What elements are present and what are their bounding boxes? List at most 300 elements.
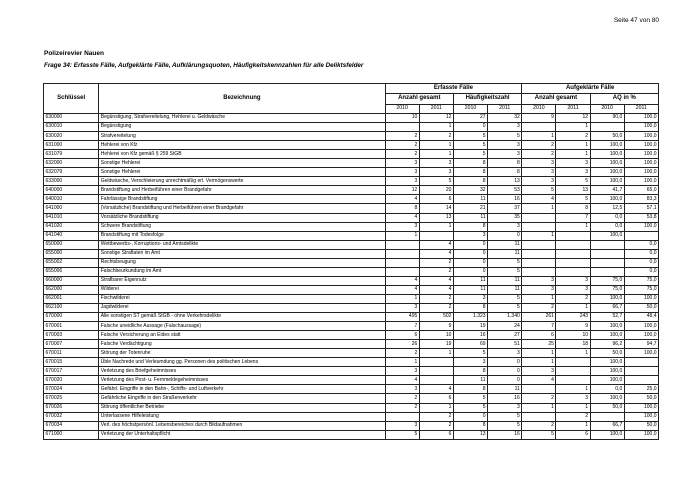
solved-2011-cell [556, 249, 590, 258]
solve-rate-2010-cell: 100,0 [590, 367, 624, 376]
key-cell: 633000 [44, 177, 99, 186]
key-cell: 670024 [44, 385, 99, 394]
key-cell: 671000 [44, 430, 99, 439]
table-row [44, 213, 659, 222]
description-cell: Strafbarer Eigennutz [99, 276, 385, 285]
frequency-2010-cell: 0 [453, 267, 487, 276]
frequency-2011-cell: 3 [488, 141, 522, 150]
solve-rate-2010-cell: 100,0 [590, 150, 624, 159]
solved-2011-cell [556, 240, 590, 249]
recorded-2011-cell: 9 [419, 322, 453, 331]
solved-2011-cell: 1 [556, 349, 590, 358]
frequency-2010-cell: 8 [453, 303, 487, 312]
frequency-2011-cell: 16 [488, 430, 522, 439]
solve-rate-2011-cell: 50,0 [624, 394, 658, 403]
recorded-2011-cell: 12 [419, 114, 453, 123]
solve-rate-2010-cell [590, 412, 624, 421]
frequency-2011-cell: 53 [488, 186, 522, 195]
recorded-2011-cell: 6 [419, 430, 453, 439]
solved-2011-cell: 10 [556, 331, 590, 340]
table-row [44, 195, 659, 204]
frequency-2011-cell: 3 [488, 222, 522, 231]
table-row [44, 421, 659, 430]
key-cell: 630010 [44, 123, 99, 132]
statistics-table [43, 83, 659, 440]
solve-rate-2010-cell: 100,0 [590, 141, 624, 150]
recorded-2010-cell: 1 [385, 294, 419, 303]
description-cell: Verletzung des Post- u. Fernmeldegeheimnisses [99, 376, 385, 385]
frequency-2011-cell: 16 [488, 195, 522, 204]
solve-rate-2010-cell: 100,0 [590, 430, 624, 439]
table-row [44, 222, 659, 231]
solve-rate-2010-cell: 100,0 [590, 195, 624, 204]
solve-rate-2011-cell: 0,0 [624, 249, 658, 258]
description-cell: Hehlerei von Kfz gemäß § 259 StGB [99, 150, 385, 159]
solve-rate-2010-cell: 0,0 [590, 213, 624, 222]
frequency-2011-cell: 11 [488, 285, 522, 294]
solved-2010-cell: 2 [522, 303, 556, 312]
frequency-2011-cell: 3 [488, 150, 522, 159]
solve-rate-2011-cell: 100,0 [624, 159, 658, 168]
header-solve-rate: AQ in % [590, 94, 658, 105]
recorded-2010-cell [385, 412, 419, 421]
header-solved-cases: Aufgeklärte Fälle [522, 84, 659, 94]
frequency-2010-cell: 5 [453, 394, 487, 403]
key-cell: 670017 [44, 367, 99, 376]
solved-2011-cell: 3 [556, 168, 590, 177]
recorded-2011-cell: 4 [419, 276, 453, 285]
frequency-2011-cell: 24 [488, 322, 522, 331]
frequency-2011-cell: 5 [488, 294, 522, 303]
description-cell: Begünstigung [99, 123, 385, 132]
recorded-2011-cell: 1 [419, 141, 453, 150]
solve-rate-2011-cell: 100,0 [624, 177, 658, 186]
solve-rate-2011-cell: 100,0 [624, 349, 658, 358]
solve-rate-2011-cell: 100,0 [624, 322, 658, 331]
key-cell: 670011 [44, 349, 99, 358]
solved-2011-cell: 2 [556, 132, 590, 141]
recorded-2011-cell: 19 [419, 340, 453, 349]
solved-2010-cell: 3 [522, 367, 556, 376]
recorded-2011-cell: 1 [419, 150, 453, 159]
table-row [44, 313, 659, 322]
solve-rate-2010-cell: 50,0 [590, 132, 624, 141]
frequency-2011-cell: 5 [488, 303, 522, 312]
header-description: Bezeichnung [99, 84, 385, 114]
solved-2011-cell: 6 [556, 430, 590, 439]
solve-rate-2011-cell: 100,0 [624, 132, 658, 141]
recorded-2011-cell: 3 [419, 168, 453, 177]
description-cell: Falsche uneidliche Aussage (Falschaussage) [99, 322, 385, 331]
recorded-2011-cell: 2 [419, 294, 453, 303]
solve-rate-2010-cell [590, 258, 624, 267]
solved-2010-cell: 4 [522, 195, 556, 204]
frequency-2011-cell: 5 [488, 421, 522, 430]
table-row [44, 385, 659, 394]
description-cell: Rechtsbeugung [99, 258, 385, 267]
recorded-2010-cell [385, 249, 419, 258]
description-cell: Unterlassene Hilfeleistung [99, 412, 385, 421]
description-cell: Wettbewerbs-, Korruptions- und Amtsdelikte [99, 240, 385, 249]
recorded-2010-cell: 3 [385, 168, 419, 177]
solved-2010-cell: 2 [522, 150, 556, 159]
frequency-2010-cell: 11 [453, 376, 487, 385]
table-row [44, 267, 659, 276]
table-row [44, 204, 659, 213]
frequency-2011-cell: 5 [488, 258, 522, 267]
frequency-2011-cell: 8 [488, 168, 522, 177]
solve-rate-2010-cell: 50,0 [590, 349, 624, 358]
solved-2011-cell: 1 [556, 141, 590, 150]
key-cell: 662001 [44, 294, 99, 303]
table-row [44, 294, 659, 303]
recorded-2011-cell: 1 [419, 123, 453, 132]
recorded-2011-cell: 2 [419, 421, 453, 430]
key-cell: 650000 [44, 240, 99, 249]
frequency-2010-cell: 19 [453, 322, 487, 331]
frequency-2011-cell: 0 [488, 376, 522, 385]
recorded-2010-cell: 10 [385, 114, 419, 123]
solve-rate-2010-cell: 100,0 [590, 358, 624, 367]
key-cell: 632079 [44, 168, 99, 177]
recorded-2011-cell: 2 [419, 412, 453, 421]
solved-2010-cell: 3 [522, 168, 556, 177]
table-row [44, 340, 659, 349]
key-cell: 670026 [44, 403, 99, 412]
frequency-2011-cell: 11 [488, 240, 522, 249]
table-row [44, 186, 659, 195]
table-row [44, 367, 659, 376]
recorded-2011-cell [419, 376, 453, 385]
frequency-2011-cell: 16 [488, 394, 522, 403]
description-cell: Sonstige Straftaten im Amt [99, 249, 385, 258]
solve-rate-2011-cell [624, 231, 658, 240]
solve-rate-2011-cell: 100,0 [624, 403, 658, 412]
solved-2010-cell: 3 [522, 285, 556, 294]
solve-rate-2011-cell: 57,1 [624, 204, 658, 213]
solved-2010-cell: 261 [522, 313, 556, 322]
header-year: 2011 [624, 105, 658, 114]
solved-2010-cell: 1 [522, 204, 556, 213]
recorded-2010-cell: 5 [385, 430, 419, 439]
recorded-2010-cell [385, 240, 419, 249]
page-number: Seite 47 von 80 [613, 17, 659, 24]
frequency-2010-cell: 8 [453, 421, 487, 430]
key-cell: 640000 [44, 186, 99, 195]
solved-2010-cell: 3 [522, 276, 556, 285]
header-solved-count-total: Anzahl gesamt [522, 94, 590, 105]
recorded-2011-cell: 1 [419, 403, 453, 412]
solved-2010-cell: 2 [522, 421, 556, 430]
key-cell: 670015 [44, 358, 99, 367]
recorded-2011-cell: 3 [419, 159, 453, 168]
solve-rate-2011-cell: 100,0 [624, 123, 658, 132]
solve-rate-2010-cell: 100,0 [590, 331, 624, 340]
frequency-2010-cell: 5 [453, 150, 487, 159]
recorded-2011-cell: 1 [419, 349, 453, 358]
solve-rate-2011-cell [624, 358, 658, 367]
solve-rate-2011-cell: 100,0 [624, 430, 658, 439]
recorded-2010-cell: 2 [385, 150, 419, 159]
key-cell: 670020 [44, 376, 99, 385]
solved-2011-cell: 2 [556, 412, 590, 421]
key-cell: 670007 [44, 340, 99, 349]
table-row [44, 132, 659, 141]
description-cell: Üble Nachrede und Verleumdung gg. Personen des politischen Lebens [99, 358, 385, 367]
frequency-2010-cell: 21 [453, 204, 487, 213]
solved-2011-cell: 3 [556, 276, 590, 285]
solved-2010-cell [522, 267, 556, 276]
solved-2011-cell: 2 [556, 294, 590, 303]
solved-2010-cell [522, 222, 556, 231]
key-cell: 670025 [44, 394, 99, 403]
recorded-2010-cell: 1 [385, 231, 419, 240]
table-row [44, 403, 659, 412]
solve-rate-2011-cell: 100,0 [624, 114, 658, 123]
table-row [44, 276, 659, 285]
solved-2010-cell: 1 [522, 358, 556, 367]
frequency-2011-cell: 51 [488, 340, 522, 349]
recorded-2010-cell: 4 [385, 376, 419, 385]
recorded-2010-cell: 3 [385, 222, 419, 231]
solved-2010-cell: 1 [522, 349, 556, 358]
recorded-2011-cell: 4 [419, 385, 453, 394]
table-row [44, 322, 659, 331]
solved-2011-cell [556, 367, 590, 376]
solved-2011-cell: 8 [556, 204, 590, 213]
recorded-2010-cell: 2 [385, 394, 419, 403]
solved-2010-cell: 6 [522, 331, 556, 340]
solve-rate-2011-cell: 83,3 [624, 195, 658, 204]
solved-2010-cell: 2 [522, 141, 556, 150]
solve-rate-2011-cell: 50,0 [624, 421, 658, 430]
solved-2011-cell: 12 [556, 114, 590, 123]
solve-rate-2010-cell: 100,0 [590, 231, 624, 240]
key-cell: 632000 [44, 159, 99, 168]
frequency-2011-cell: 35 [488, 213, 522, 222]
recorded-2010-cell [385, 258, 419, 267]
frequency-2010-cell: 27 [453, 114, 487, 123]
solve-rate-2010-cell: 100,0 [590, 294, 624, 303]
solved-2010-cell [522, 385, 556, 394]
frequency-2011-cell: 0 [488, 367, 522, 376]
solve-rate-2010-cell: 75,0 [590, 276, 624, 285]
solved-2010-cell: 1 [522, 403, 556, 412]
frequency-2010-cell: 0 [453, 258, 487, 267]
solved-2011-cell: 3 [556, 285, 590, 294]
solved-2011-cell: 13 [556, 186, 590, 195]
solve-rate-2010-cell [590, 240, 624, 249]
recorded-2010-cell: 26 [385, 340, 419, 349]
recorded-2010-cell: 3 [385, 303, 419, 312]
table-row [44, 394, 659, 403]
table-row [44, 114, 659, 123]
solve-rate-2010-cell: 66,7 [590, 303, 624, 312]
recorded-2010-cell: 4 [385, 213, 419, 222]
solved-2010-cell: 3 [522, 177, 556, 186]
solve-rate-2011-cell: 94,7 [624, 340, 658, 349]
solve-rate-2011-cell: 65,0 [624, 186, 658, 195]
header-year: 2010 [522, 105, 556, 114]
table-caption: Frage 34: Erfasste Fälle, Aufgeklärte Fälle, Aufklärungsquoten, Häufigkeitskennzahlen für alle Deliktsfelder [44, 62, 364, 69]
organization-name: Polizeirevier Nauen [44, 50, 104, 57]
solved-2010-cell: 1 [522, 231, 556, 240]
description-cell: Sonstige Hehlerei [99, 168, 385, 177]
table-row [44, 285, 659, 294]
key-cell: 641020 [44, 222, 99, 231]
key-cell: 660000 [44, 276, 99, 285]
frequency-2011-cell: 5 [488, 412, 522, 421]
description-cell: Störung öffentlicher Betriebe [99, 403, 385, 412]
recorded-2010-cell: 4 [385, 195, 419, 204]
solved-2010-cell: 7 [522, 322, 556, 331]
recorded-2011-cell: 2 [419, 258, 453, 267]
recorded-2010-cell [385, 123, 419, 132]
solved-2011-cell: 1 [556, 123, 590, 132]
description-cell: Störung der Totenruhe [99, 349, 385, 358]
table-body [44, 114, 659, 440]
frequency-2011-cell: 0 [488, 358, 522, 367]
key-cell: 662100 [44, 303, 99, 312]
table-row [44, 168, 659, 177]
solve-rate-2010-cell: 96,2 [590, 340, 624, 349]
recorded-2010-cell: 2 [385, 403, 419, 412]
solve-rate-2011-cell: 75,0 [624, 276, 658, 285]
solve-rate-2010-cell: 100,0 [590, 376, 624, 385]
table-row [44, 331, 659, 340]
header-key: Schlüssel [44, 84, 99, 114]
solve-rate-2011-cell: 75,0 [624, 285, 658, 294]
solve-rate-2010-cell: 100,0 [590, 159, 624, 168]
solve-rate-2010-cell: 0,0 [590, 222, 624, 231]
frequency-2011-cell: 13 [488, 177, 522, 186]
table-row [44, 376, 659, 385]
solved-2010-cell [522, 213, 556, 222]
header-recorded-cases: Erfasste Fälle [385, 84, 522, 94]
frequency-2011-cell: 3 [488, 349, 522, 358]
solve-rate-2011-cell: 48,4 [624, 313, 658, 322]
key-cell: 670000 [44, 313, 99, 322]
solved-2011-cell: 7 [556, 213, 590, 222]
table-row [44, 123, 659, 132]
solve-rate-2010-cell [590, 123, 624, 132]
solved-2010-cell: 5 [522, 430, 556, 439]
description-cell: Begünstigung, Strafvereitelung, Hehlerei u. Geldwäsche [99, 114, 385, 123]
recorded-2011-cell: 14 [419, 204, 453, 213]
solved-2010-cell: 25 [522, 340, 556, 349]
recorded-2011-cell: 2 [419, 267, 453, 276]
solve-rate-2011-cell: 100,0 [624, 168, 658, 177]
recorded-2011-cell [419, 358, 453, 367]
key-cell: 630020 [44, 132, 99, 141]
description-cell: Schwere Brandstiftung [99, 222, 385, 231]
recorded-2010-cell: 12 [385, 186, 419, 195]
description-cell: Hehlerei von Kfz [99, 141, 385, 150]
table-row [44, 303, 659, 312]
recorded-2010-cell: 3 [385, 367, 419, 376]
frequency-2011-cell: 11 [488, 276, 522, 285]
table-row [44, 249, 659, 258]
header-year: 2011 [419, 105, 453, 114]
frequency-2010-cell: 5 [453, 403, 487, 412]
solved-2011-cell: 3 [556, 394, 590, 403]
frequency-2010-cell: 5 [453, 349, 487, 358]
recorded-2010-cell: 495 [385, 313, 419, 322]
solve-rate-2010-cell: 50,0 [590, 403, 624, 412]
solved-2011-cell [556, 258, 590, 267]
solve-rate-2011-cell: 100,0 [624, 222, 658, 231]
frequency-2011-cell: 1.340 [488, 313, 522, 322]
solved-2010-cell [522, 240, 556, 249]
frequency-2010-cell: 32 [453, 186, 487, 195]
solve-rate-2010-cell [590, 267, 624, 276]
frequency-2010-cell: 8 [453, 222, 487, 231]
description-cell: Vorsätzliche Brandstiftung [99, 213, 385, 222]
frequency-2011-cell: 27 [488, 331, 522, 340]
recorded-2011-cell: 5 [419, 177, 453, 186]
header-frequency: Häufigkeitszahl [453, 94, 521, 105]
recorded-2011-cell: 1 [419, 222, 453, 231]
solved-2011-cell: 5 [556, 177, 590, 186]
solve-rate-2010-cell: 52,7 [590, 313, 624, 322]
frequency-2010-cell: 13 [453, 430, 487, 439]
frequency-2010-cell: 8 [453, 385, 487, 394]
solved-2011-cell: 1 [556, 303, 590, 312]
recorded-2011-cell: 13 [419, 213, 453, 222]
solve-rate-2011-cell: 0,0 [624, 240, 658, 249]
solve-rate-2010-cell: 90,0 [590, 114, 624, 123]
solved-2011-cell: 18 [556, 340, 590, 349]
description-cell: Falsche Versicherung an Eides statt [99, 331, 385, 340]
frequency-2010-cell: 0 [453, 412, 487, 421]
solved-2011-cell: 1 [556, 222, 590, 231]
solve-rate-2011-cell: 100,0 [624, 141, 658, 150]
solved-2011-cell: 3 [556, 159, 590, 168]
header-count-total: Anzahl gesamt [385, 94, 453, 105]
header-year: 2011 [556, 105, 590, 114]
description-cell: Geldwäsche, Verschleierung unrechtmäßig erl. Vermögenswerte [99, 177, 385, 186]
frequency-2010-cell: 8 [453, 168, 487, 177]
frequency-2010-cell: 8 [453, 177, 487, 186]
recorded-2011-cell: 4 [419, 249, 453, 258]
key-cell: 641000 [44, 204, 99, 213]
solve-rate-2010-cell [590, 249, 624, 258]
frequency-2010-cell: 3 [453, 358, 487, 367]
header-year: 2010 [453, 105, 487, 114]
solve-rate-2011-cell: 100,0 [624, 294, 658, 303]
solve-rate-2010-cell: 100,0 [590, 177, 624, 186]
solved-2011-cell: 243 [556, 313, 590, 322]
key-cell: 631079 [44, 150, 99, 159]
recorded-2010-cell: 3 [385, 421, 419, 430]
solve-rate-2010-cell: 12,5 [590, 204, 624, 213]
solve-rate-2010-cell: 100,0 [590, 168, 624, 177]
key-cell: 670001 [44, 322, 99, 331]
frequency-2010-cell: 8 [453, 367, 487, 376]
frequency-2010-cell: 3 [453, 294, 487, 303]
frequency-2011-cell: 3 [488, 403, 522, 412]
solved-2010-cell: 1 [522, 294, 556, 303]
solved-2010-cell: 3 [522, 159, 556, 168]
solved-2010-cell: 1 [522, 132, 556, 141]
description-cell: Verletzung des Briefgeheimnisses [99, 367, 385, 376]
recorded-2010-cell: 4 [385, 276, 419, 285]
solve-rate-2011-cell: 100,0 [624, 150, 658, 159]
description-cell: Strafvereitelung [99, 132, 385, 141]
description-cell: Gefährliche Eingriffe in den Straßenverkehr [99, 394, 385, 403]
frequency-2010-cell: 69 [453, 340, 487, 349]
solve-rate-2010-cell: 75,0 [590, 285, 624, 294]
